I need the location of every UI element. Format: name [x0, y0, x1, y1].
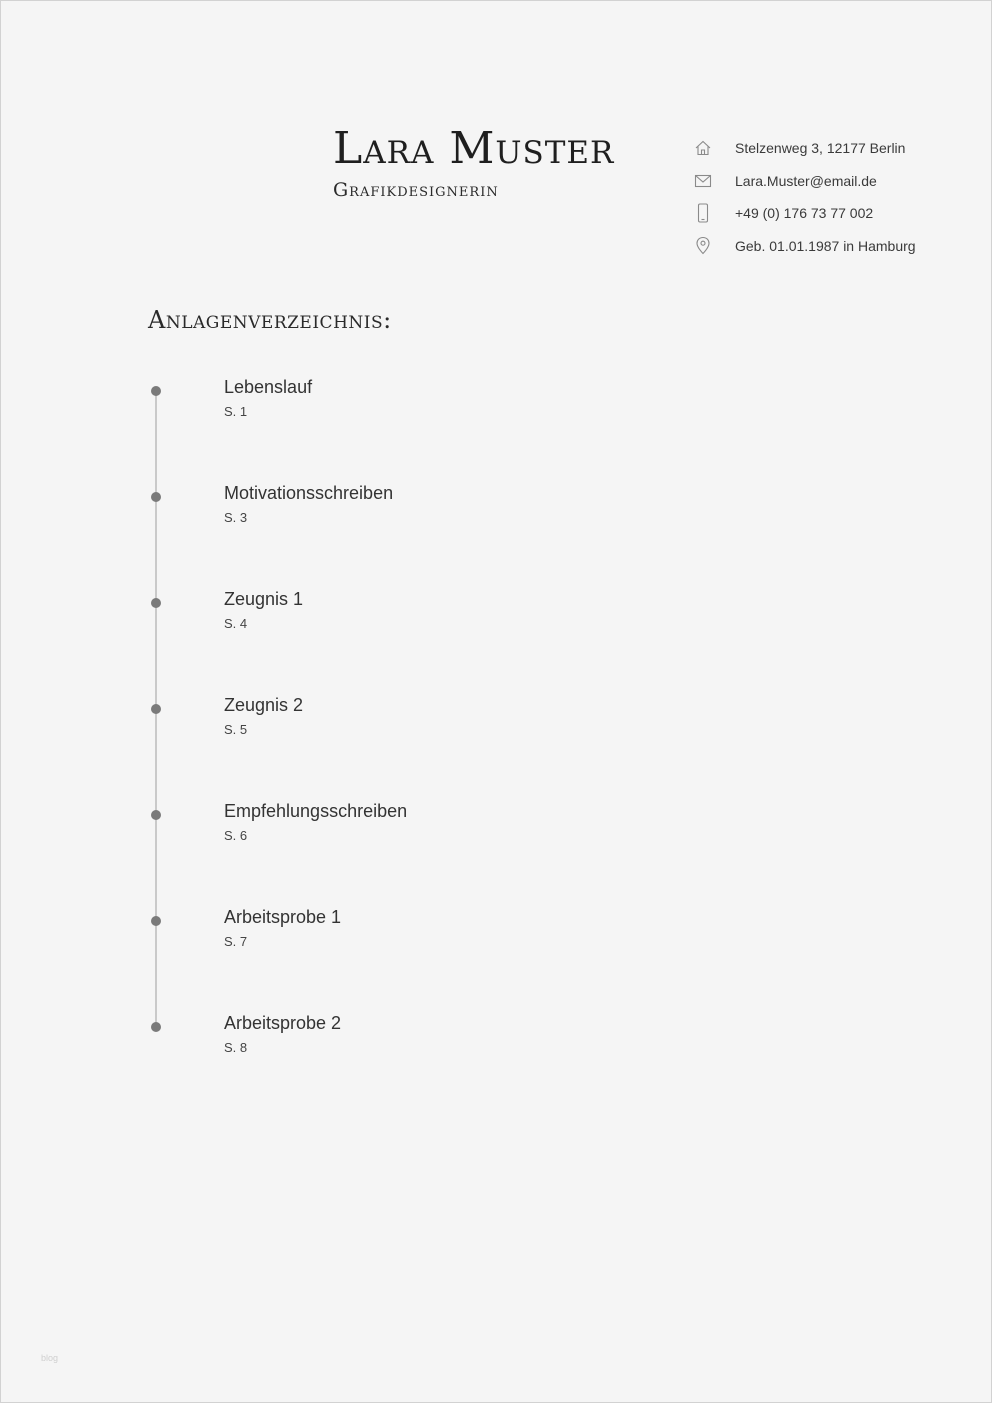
location-pin-icon	[693, 236, 713, 256]
entry-page: S. 8	[224, 1040, 248, 1055]
home-icon	[693, 138, 713, 158]
entry-page: S. 5	[224, 722, 248, 737]
entry-page: S. 3	[224, 510, 248, 525]
list-item	[1, 695, 701, 755]
watermark: blog	[41, 1353, 59, 1363]
list-item	[1, 801, 701, 861]
contact-birth-text: Geb. 01.01.1987 in Hamburg	[735, 237, 916, 254]
contact-email-text: Lara.Muster@email.de	[735, 172, 877, 189]
timeline-dot	[151, 810, 161, 820]
entry-title: Empfehlungsschreiben	[224, 801, 408, 821]
timeline-dot	[151, 1022, 161, 1032]
timeline-dot	[151, 492, 161, 502]
applicant-name: Lara Muster	[333, 123, 615, 174]
applicant-role: Grafikdesignerin	[333, 179, 499, 201]
entry-title: Zeugnis 1	[224, 589, 304, 609]
timeline-dot	[151, 386, 161, 396]
list-item	[1, 1013, 701, 1073]
contact-phone	[693, 197, 916, 230]
section-title: Anlagenverzeichnis:	[148, 306, 392, 334]
entry-title: Zeugnis 2	[224, 695, 304, 715]
contact-email	[693, 165, 916, 198]
timeline-dot	[151, 598, 161, 608]
entry-title: Motivationsschreiben	[224, 483, 394, 503]
timeline-dot	[151, 916, 161, 926]
entry-title: Arbeitsprobe 1	[224, 907, 342, 927]
entry-title: Arbeitsprobe 2	[224, 1013, 342, 1033]
entry-page: S. 7	[224, 934, 248, 949]
timeline-dot	[151, 704, 161, 714]
list-item	[1, 589, 701, 649]
entry-page: S. 4	[224, 616, 248, 631]
contact-birth	[693, 230, 916, 263]
entry-page: S. 6	[224, 828, 248, 843]
phone-icon	[693, 203, 713, 223]
contact-phone-text: +49 (0) 176 73 77 002	[735, 205, 874, 222]
contact-block	[693, 132, 916, 262]
list-item	[1, 907, 701, 967]
envelope-icon	[693, 171, 713, 191]
list-item	[1, 483, 701, 543]
entry-title: Lebenslauf	[224, 377, 313, 397]
entry-page: S. 1	[224, 404, 248, 419]
contact-address-text: Stelzenweg 3, 12177 Berlin	[735, 140, 906, 157]
list-item	[1, 377, 701, 437]
contact-address	[693, 132, 916, 165]
